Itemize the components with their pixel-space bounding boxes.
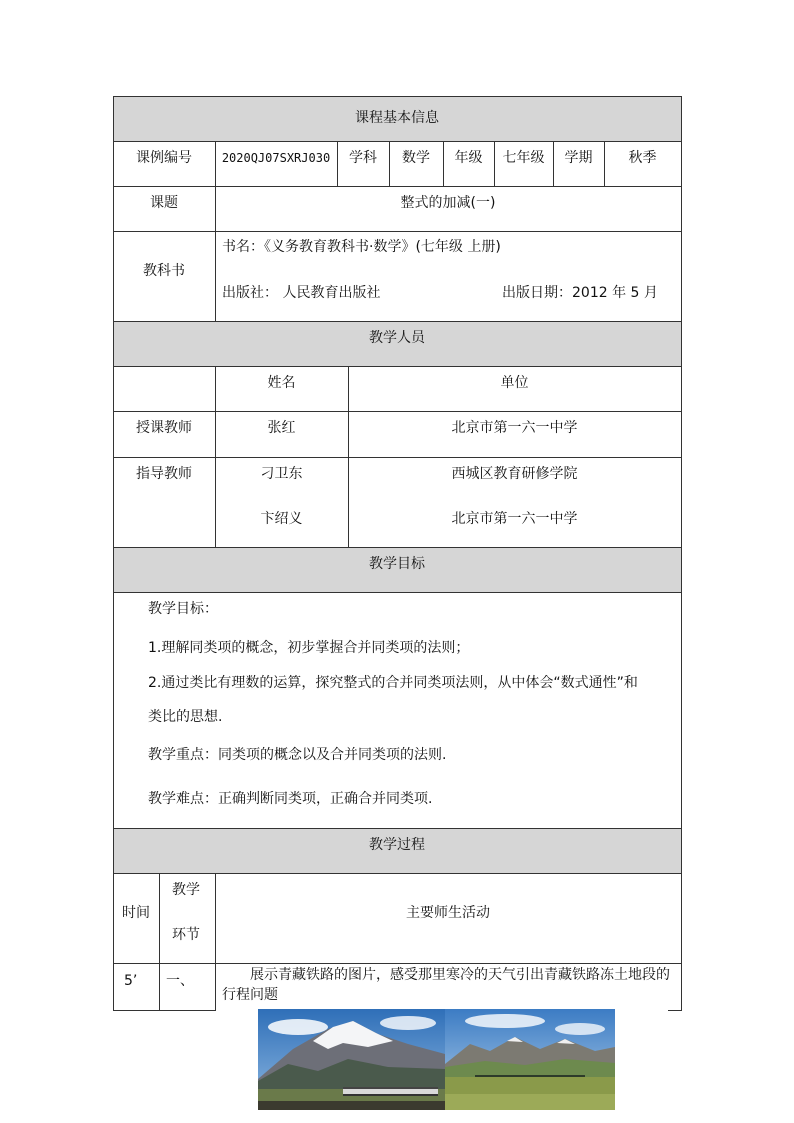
table-rule <box>113 963 682 964</box>
case-no-label: 课例编号 <box>136 150 192 167</box>
table-rule <box>113 592 682 593</box>
table-rule <box>668 1010 682 1011</box>
row1-activity-line-1: 展示青藏铁路的图片，感受那里寒冷的天气引出青藏铁路冻土地段的 <box>250 967 670 983</box>
grade-label: 年级 <box>454 150 483 167</box>
difficulty: 教学难点：正确判断同类项，正确合并同类项. <box>148 791 433 807</box>
key-point: 教学重点：同类项的概念以及合并同类项的法则. <box>148 747 447 763</box>
mentor1-name: 刁卫东 <box>260 466 303 483</box>
plateau-landscape-image <box>445 1009 615 1110</box>
process-header: 教学过程 <box>369 837 425 854</box>
table-rule <box>681 96 682 1011</box>
teacher-name: 张红 <box>267 420 296 437</box>
table-rule <box>159 873 160 1010</box>
time-column-header: 时间 <box>122 904 150 921</box>
teacher-label: 授课教师 <box>136 420 192 437</box>
qinghai-tibet-railway-photo-1 <box>258 1009 445 1110</box>
activity-column-header: 主要师生活动 <box>406 904 490 921</box>
unit-column-header: 单位 <box>500 375 529 392</box>
mentor2-name: 卞绍义 <box>260 511 303 528</box>
goal-2-line-2: 类比的思想. <box>148 709 223 725</box>
goal-2-line-1: 2.通过类比有理数的运算，探究整式的合并同类项法则，从中体会“数式通性”和 <box>148 675 638 691</box>
subject-value: 数学 <box>402 150 430 167</box>
term-value: 秋季 <box>628 150 657 167</box>
table-rule <box>113 1010 216 1011</box>
case-no-value: 2020QJ07SXRJ030 <box>221 150 331 165</box>
teacher-unit: 北京市第一六一中学 <box>451 420 578 437</box>
row1-activity-line-2: 行程问题 <box>222 987 278 1003</box>
term-label: 学期 <box>564 150 593 167</box>
publish-date: 出版日期：2012 年 5 月 <box>502 285 658 301</box>
stage-column-header-2: 环节 <box>172 927 200 943</box>
goals-header: 教学目标 <box>369 556 425 573</box>
basic-info-header: 课程基本信息 <box>355 110 439 127</box>
row1-stage: 一、 <box>166 973 194 989</box>
topic-label: 课题 <box>150 195 178 212</box>
stage-column-header-1: 教学 <box>172 882 200 898</box>
mountain-train-image <box>258 1009 445 1110</box>
topic-value: 整式的加减(一) <box>400 195 496 212</box>
name-column-header: 姓名 <box>267 375 296 392</box>
goal-1: 1.理解同类项的概念，初步掌握合并同类项的法则； <box>148 640 470 656</box>
mentor2-unit: 北京市第一六一中学 <box>451 511 578 528</box>
goals-intro: 教学目标： <box>148 601 218 617</box>
qinghai-tibet-railway-photo-2 <box>445 1009 615 1110</box>
grade-value: 七年级 <box>502 150 545 167</box>
textbook-label: 教科书 <box>143 262 185 279</box>
row1-time: 5’ <box>124 973 138 989</box>
staff-header: 教学人员 <box>369 330 425 347</box>
mentor1-unit: 西城区教育研修学院 <box>451 466 578 483</box>
book-name: 书名：《义务教育教科书·数学》(七年级 上册) <box>222 239 501 255</box>
mentor-label: 指导教师 <box>136 466 192 483</box>
subject-label: 学科 <box>349 150 377 167</box>
publisher: 出版社： 人民教育出版社 <box>222 285 381 301</box>
